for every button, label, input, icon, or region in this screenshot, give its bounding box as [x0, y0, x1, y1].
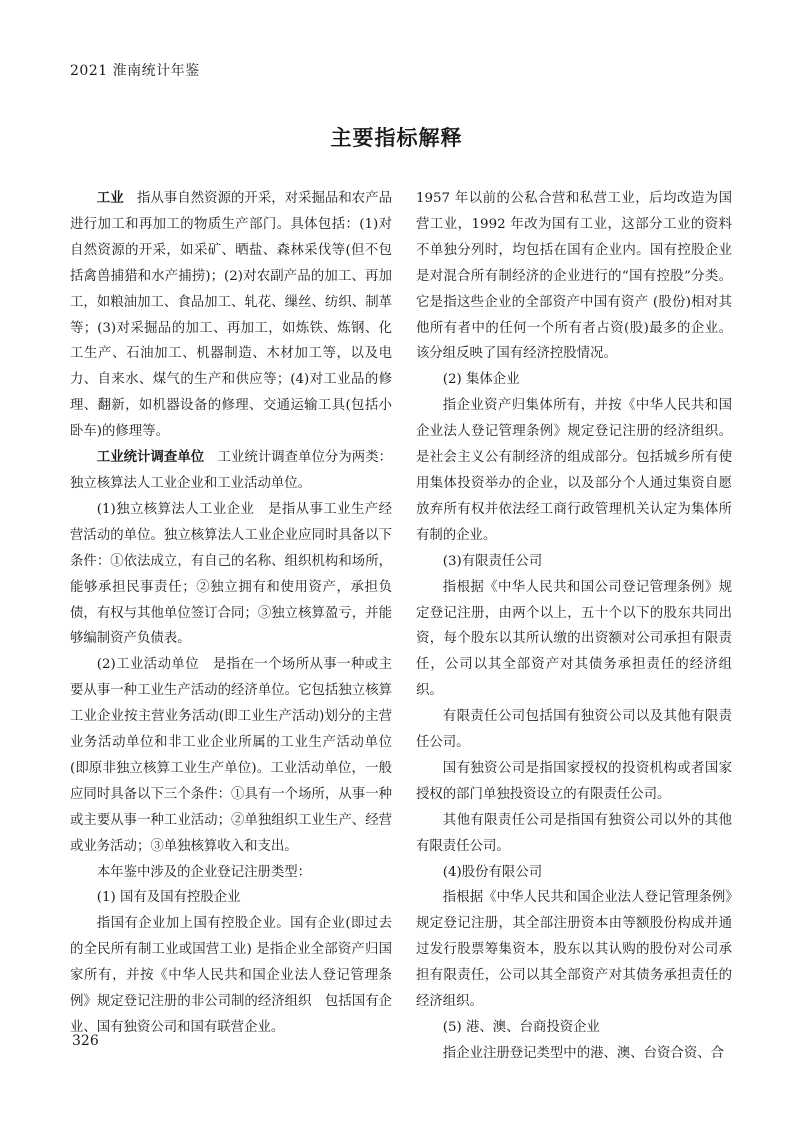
paragraph-other-llc: 其他有限责任公司是指国有独资公司以外的其他有限责任公司。 — [416, 812, 732, 854]
paragraph-survey-unit — [70, 445, 392, 497]
definition-survey-unit: 工业统计调查单位分为两类：独立核算法人工业企业和工业活动单位。 — [70, 450, 393, 491]
paragraph-legal-entity: (1)独立核算法人工业企业 是指从事工业生产经营活动的单位。独立核算法人工业企业应同时具备以下条件：①依法成立，有自己的名称、组织机构和场所，能够承担民事责任；②独立拥有和使用资产，承担负债，有权与其他单位签订合同；③独立核算盈亏，并能够编制资产负债表。 — [70, 501, 392, 647]
paragraph-state-owned: 指国有企业加上国有控股企业。国有企业(即过去的全民所有制工业或国营工业) 是指企业全部资产归国家所有，并按《中华人民共和国企业法人登记管理条例》规定登记注册的非公司制的经济组织 包括国有企业、国有独资公司和国有联营企业。 — [70, 916, 392, 1035]
paragraph-activity-unit: (2)工业活动单位 是指在一个场所从事一种或主要从事一种工业生产活动的经济单位。它包括独立核算工业企业按主营业务活动(即工业生产活动)划分的主营业务活动单位和非工业企业所属的工业生产活动单位 (即原非独立核算工业生产单位)。工业活动单位，一般应同时具备以下三个条件：①具有一个场所，从事一种或主要从事一种工业活动；②单独组织工业生产、经营或业务活动；③单独核算收入和支出。 — [70, 657, 392, 854]
page-number: 326 — [72, 1033, 99, 1049]
subheading-joint-stock: (4)股份有限公司 — [442, 864, 543, 880]
right-column — [416, 186, 732, 1067]
running-head: 2021 淮南统计年鉴 — [70, 63, 200, 79]
subheading-collective: (2) 集体企业 — [442, 372, 520, 388]
subheading-limited-liability: (3)有限责任公司 — [442, 553, 543, 569]
paragraph-wholly-state-owned: 国有独资公司是指国家授权的投资机构或者国家授权的部门单独投资设立的有限责任公司。 — [416, 760, 732, 802]
definition-industry: 指从事自然资源的开采，对采掘品和农产品进行加工和再加工的物质生产部门。具体包括：(1)对自然资源的开采，如采矿、晒盐、森林采伐等(但不包括禽兽捕猎和水产捕捞)；(2)对农副产品的加工、再加工，如粮油加工、食品加工、轧花、缫丝、纺织、制革等；(3)对采掘品的加工、再加工，如炼铁、炼钢、化工生产、石油加工、机器制造、木材加工等，以及电力、自来水、煤气的生产和供应等；(4)对工业品的修理、翻新，如机器设备的修理、交通运输工具(包括小卧车)的修理等。 — [70, 191, 393, 440]
paragraph-registration-types: 本年鉴中涉及的企业登记注册类型： — [96, 864, 312, 880]
left-column — [70, 186, 392, 1041]
term-industry: 工业 — [96, 190, 124, 206]
paragraph-hk-macao-taiwan: 指企业注册登记类型中的港、澳、台资合资、合 — [442, 1045, 724, 1061]
paragraph-llc-types: 有限责任公司包括国有独资公司以及其他有限责任公司。 — [416, 709, 732, 751]
page-title: 主要指标解释 — [330, 125, 463, 150]
paragraph-collective: 指企业资产归集体所有，并按《中华人民共和国企业法人登记管理条例》规定登记注册的经济组织。是社会主义公有制经济的组成部分。包括城乡所有使用集体投资举办的企业，以及部分个人通过集资自愿放弃所有权并依法经工商行政管理机关认定为集体所有制的企业。 — [416, 398, 732, 543]
term-survey-unit: 工业统计调查单位 — [96, 449, 205, 466]
paragraph-joint-stock: 指根据《中华人民共和国企业法人登记管理条例》规定登记注册，其全部注册资本由等额股份构成并通过发行股票筹集资本，股东以其认购的股份对公司承担有限责任，公司以其全部资产对其债务承担责任的经济组织。 — [416, 890, 732, 1010]
paragraph-limited-liability: 指根据《中华人民共和国公司登记管理条例》规定登记注册，由两个以上，五十个以下的股东共同出资，每个股东以其所认缴的出资额对公司承担有限责任，公司以其全部资产对其债务承担责任的经济组织。 — [416, 579, 732, 699]
paragraph-industry — [70, 186, 392, 445]
subheading-hk-macao-taiwan: (5) 港、澳、台商投资企业 — [442, 1020, 600, 1035]
paragraph-state-owned-cont: 1957 年以前的公私合营和私营工业，后均改造为国营工业，1992 年改为国有工业，这部分工业的资料不单独分列时，均包括在国有企业内。国有控股企业是对混合所有制经济的企业进行的“国有控股”分类。它是指这些企业的全部资产中国有资产 (股份)相对其他所有者中的任何一个所有者占资(股)最多的企业。该分组反映了国有经济控股情况。 — [416, 191, 732, 362]
subheading-state-owned: (1) 国有及国有控股企业 — [96, 890, 241, 906]
